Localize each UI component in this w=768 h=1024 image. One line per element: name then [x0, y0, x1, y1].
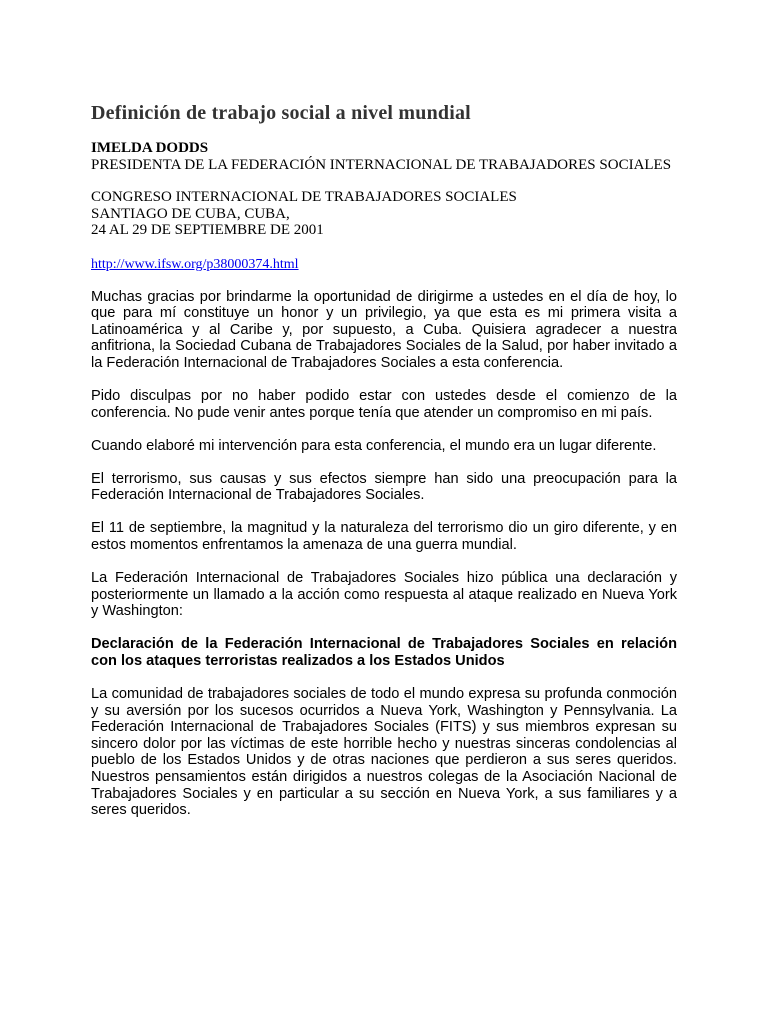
paragraph-3: Cuando elaboré mi intervención para esta conferencia, el mundo era un lugar diferente. — [91, 437, 657, 454]
paragraph-1: Muchas gracias por brindarme la oportunidad de dirigirme a ustedes en el día de hoy, lo que para mí constituye un honor y un privilegio, ya que esta es mi primera visita a Latinoamérica y al Caribe y, por supuesto, a Cuba. Quisiera agradecer a nuestra anfitriona, la Sociedad Cubana de Trabajadores Sociales de la Salud, por haber invitado a la Federación Internacional de Trabajadores Sociales a esta conferencia. — [91, 288, 677, 371]
document-title: Definición de trabajo social a nivel mundial — [91, 102, 471, 124]
paragraph-4: El terrorismo, sus causas y sus efectos siempre han sido una preocupación para la Federación Internacional de Trabajadores Sociales. — [91, 470, 677, 504]
declaration-paragraph: La comunidad de trabajadores sociales de todo el mundo expresa su profunda conmoción y su aversión por los sucesos ocurridos a Nueva York, Washington y Pennsylvania. La Federación Internacional de Trabajadores Sociales (FITS) y sus miembros expresan su sincero dolor por las víctimas de este horrible hecho y nuestras sinceras condolencias al pueblo de los Estados Unidos y de otras naciones que perdieron a sus seres queridos. Nuestros pensamientos están dirigidos a nuestros colegas de la Asociación Nacional de Trabajadores Sociales y en particular a su sección en Nueva York, a sus familiares y a seres queridos. — [91, 686, 677, 819]
author-block — [91, 140, 677, 173]
paragraph-2: Pido disculpas por no haber podido estar con ustedes desde el comienzo de la conferencia. No pude venir antes porque tenía que atender un compromiso en mi país. — [91, 387, 677, 421]
event-dates: 24 AL 29 DE SEPTIEMBRE DE 2001 — [91, 222, 324, 238]
document-page — [91, 100, 677, 835]
author-role: PRESIDENTA DE LA FEDERACIÓN INTERNACIONAL DE TRABAJADORES SOCIALES — [91, 156, 672, 173]
source-link[interactable]: http://www.ifsw.org/p38000374.html — [91, 256, 299, 272]
declaration-heading: Declaración de la Federación Internacional de Trabajadores Sociales en relación con los ataques terroristas realizados a los Estados Unidos — [91, 636, 677, 669]
author-name: IMELDA DODDS — [91, 140, 209, 156]
paragraph-6: La Federación Internacional de Trabajadores Sociales hizo pública una declaración y posteriormente un llamado a la acción como respuesta al ataque realizado en Nueva York y Washington: — [91, 570, 677, 620]
event-name: CONGRESO INTERNACIONAL DE TRABAJADORES SOCIALES — [91, 189, 517, 205]
event-block — [91, 189, 677, 239]
paragraph-5: El 11 de septiembre, la magnitud y la naturaleza del terrorismo dio un giro diferente, y en estos momentos enfrentamos la amenaza de una guerra mundial. — [91, 520, 677, 554]
event-place: SANTIAGO DE CUBA, CUBA, — [91, 205, 290, 222]
